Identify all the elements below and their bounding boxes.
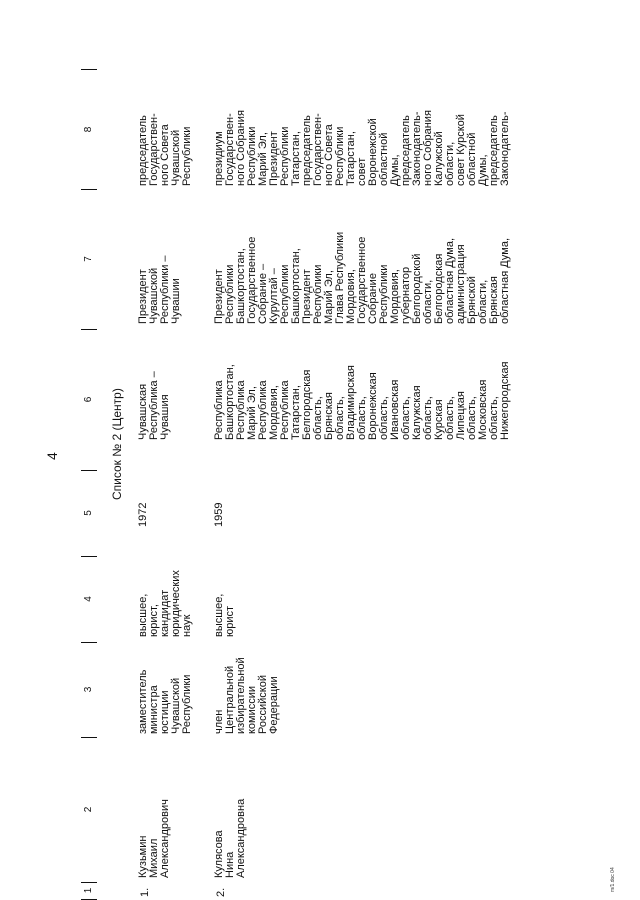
column-header-4: 4 bbox=[81, 556, 97, 643]
council-bodies: президиум Государствен- ного Собрания Республики Марий Эл, Президент Республики Татарстан, председатель Государствен- ного Совета Республики Татарстан, совет Воронежской областной Думы, председатель Законодатель- ного Собрания Калужской области, совет Курской областной Думы, председатель Законодатель- bbox=[213, 110, 511, 186]
candidate-position: член Центральной избирательной комиссии Российской Федерации bbox=[213, 657, 280, 734]
candidate-education: высшее, юрист, кандидат юридических наук bbox=[137, 570, 193, 637]
column-header-2: 2 bbox=[81, 737, 97, 883]
row-number: 1. bbox=[139, 887, 151, 897]
candidate-position: заместитель министра юстиции Чувашской Республики bbox=[137, 669, 193, 734]
birth-year: 1959 bbox=[213, 502, 225, 527]
candidate-name: Кузьмин Михаил Александрович bbox=[137, 799, 171, 878]
candidate-name: Кулясова Нина Александровна bbox=[213, 798, 247, 878]
council-bodies: председатель Государствен- ного Совета Чувашской Республики bbox=[137, 113, 193, 186]
regions-list: Чувашская Республика – Чувашия bbox=[137, 371, 171, 440]
column-header-6: 6 bbox=[81, 329, 97, 471]
page-number: 4 bbox=[44, 452, 60, 460]
column-header-5: 5 bbox=[81, 470, 97, 557]
row-number: 2. bbox=[215, 887, 227, 897]
column-header-1: 1 bbox=[81, 882, 97, 900]
regions-list: Республика Башкортостан, Республика Марий Эл, Республика Мордовия, Республика Татарстан, Белгородская область, Брянская область, Владимирская область, Воронежская область, Ивановская область, Калужская область, Курская область, Липецкая область, Московская область, Нижегородская bbox=[213, 361, 511, 440]
column-header-7: 7 bbox=[81, 189, 97, 330]
birth-year: 1972 bbox=[137, 502, 149, 527]
column-header-3: 3 bbox=[81, 642, 97, 738]
authority-bodies: Президент Чувашской Республики – Чувашии bbox=[137, 255, 182, 324]
list-title: Список № 2 (Центр) bbox=[110, 388, 124, 500]
column-header-8: 8 bbox=[81, 69, 97, 190]
candidate-education: высшее, юрист bbox=[213, 593, 236, 637]
authority-bodies: Президент Республики Башкортостан, Государственное Собрание – Курултай – Республики Башкортостан, Президент Республики Марий Эл, Глава Республики Мордовия, Государственное Собрание Республики Мордовия, губернатор Белгородской области, Белгородская областная Дума, администрация Брянской области, Брянская областная Дума, bbox=[213, 231, 511, 324]
footer-note: m/1.doc 04 bbox=[610, 867, 616, 892]
